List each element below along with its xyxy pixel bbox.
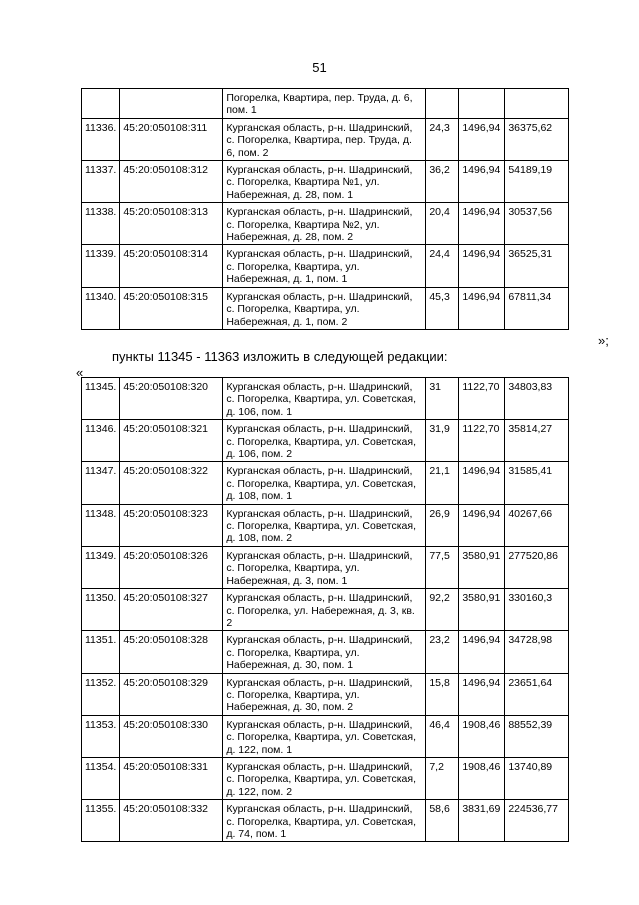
amendment-instruction: пункты 11345 - 11363 изложить в следующей редакции: xyxy=(112,349,448,364)
area-cell: 46,4 xyxy=(426,715,459,757)
address-cell: Курганская область, р-н. Шадринский, с. Погорелка, Квартира, ул. Набережная, д. 1, пом. 1 xyxy=(223,245,426,287)
row-number-cell: 11338. xyxy=(82,203,120,245)
address-cell: Курганская область, р-н. Шадринский, с. Погорелка, Квартира №2, ул. Набережная, д. 28, пом. 2 xyxy=(223,203,426,245)
area-cell: 92,2 xyxy=(426,589,459,631)
address-cell: Курганская область, р-н. Шадринский, с. Погорелка, Квартира №1, ул. Набережная, д. 28, пом. 1 xyxy=(223,161,426,203)
address-cell: Курганская область, р-н. Шадринский, с. Погорелка, Квартира, пер. Труда, д. 6, пом. 2 xyxy=(223,118,426,160)
table-row xyxy=(82,161,569,203)
address-cell: Курганская область, р-н. Шадринский, с. Погорелка, Квартира, ул. Советская, д. 74, пом. 1 xyxy=(223,800,426,842)
row-number-cell: 11347. xyxy=(82,462,120,504)
area-cell: 26,9 xyxy=(426,504,459,546)
rate-cell: 1496,94 xyxy=(459,161,505,203)
rate-cell: 1496,94 xyxy=(459,203,505,245)
table-row xyxy=(82,462,569,504)
area-cell: 24,3 xyxy=(426,118,459,160)
registry-table-continued xyxy=(81,88,569,330)
area-cell: 31 xyxy=(426,378,459,420)
area-cell xyxy=(426,89,459,119)
cadastral-number-cell: 45:20:050108:330 xyxy=(120,715,223,757)
table-row xyxy=(82,203,569,245)
address-cell: Курганская область, р-н. Шадринский, с. Погорелка, Квартира, ул. Советская, д. 122, пом. 2 xyxy=(223,757,426,799)
row-number-cell: 11346. xyxy=(82,420,120,462)
row-number-cell xyxy=(82,89,120,119)
opening-quote: « xyxy=(76,365,84,380)
table-row xyxy=(82,420,569,462)
value-cell: 13740,89 xyxy=(505,757,569,799)
cadastral-number-cell: 45:20:050108:313 xyxy=(120,203,223,245)
address-cell: Курганская область, р-н. Шадринский, с. Погорелка, Квартира, ул. Советская, д. 108, пом. 1 xyxy=(223,462,426,504)
row-number-cell: 11355. xyxy=(82,800,120,842)
cadastral-number-cell: 45:20:050108:326 xyxy=(120,546,223,588)
cadastral-number-cell: 45:20:050108:323 xyxy=(120,504,223,546)
value-cell: 330160,3 xyxy=(505,589,569,631)
row-number-cell: 11339. xyxy=(82,245,120,287)
row-number-cell: 11350. xyxy=(82,589,120,631)
rate-cell: 1496,94 xyxy=(459,631,505,673)
rate-cell: 1496,94 xyxy=(459,673,505,715)
address-cell: Курганская область, р-н. Шадринский, с. Погорелка, ул. Набережная, д. 3, кв. 2 xyxy=(223,589,426,631)
rate-cell: 3580,91 xyxy=(459,546,505,588)
value-cell: 88552,39 xyxy=(505,715,569,757)
value-cell: 30537,56 xyxy=(505,203,569,245)
table-row xyxy=(82,245,569,287)
cadastral-number-cell: 45:20:050108:315 xyxy=(120,287,223,329)
value-cell: 40267,66 xyxy=(505,504,569,546)
rate-cell: 1496,94 xyxy=(459,118,505,160)
cadastral-number-cell xyxy=(120,89,223,119)
cadastral-number-cell: 45:20:050108:314 xyxy=(120,245,223,287)
address-cell: Курганская область, р-н. Шадринский, с. Погорелка, Квартира, ул. Советская, д. 122, пом. 1 xyxy=(223,715,426,757)
area-cell: 45,3 xyxy=(426,287,459,329)
cadastral-number-cell: 45:20:050108:312 xyxy=(120,161,223,203)
value-cell xyxy=(505,89,569,119)
page-number: 51 xyxy=(312,60,327,75)
table-row xyxy=(82,800,569,842)
value-cell: 23651,64 xyxy=(505,673,569,715)
value-cell: 224536,77 xyxy=(505,800,569,842)
rate-cell: 1908,46 xyxy=(459,715,505,757)
cadastral-number-cell: 45:20:050108:331 xyxy=(120,757,223,799)
row-number-cell: 11345. xyxy=(82,378,120,420)
row-number-cell: 11351. xyxy=(82,631,120,673)
row-number-cell: 11348. xyxy=(82,504,120,546)
area-cell: 36,2 xyxy=(426,161,459,203)
value-cell: 34803,83 xyxy=(505,378,569,420)
area-cell: 77,5 xyxy=(426,546,459,588)
value-cell: 36525,31 xyxy=(505,245,569,287)
area-cell: 23,2 xyxy=(426,631,459,673)
address-cell: Курганская область, р-н. Шадринский, с. Погорелка, Квартира, ул. Набережная, д. 30, пом. 2 xyxy=(223,673,426,715)
table-row xyxy=(82,757,569,799)
area-cell: 7,2 xyxy=(426,757,459,799)
rate-cell: 1496,94 xyxy=(459,245,505,287)
row-number-cell: 11336. xyxy=(82,118,120,160)
table-row xyxy=(82,715,569,757)
table-row xyxy=(82,504,569,546)
row-number-cell: 11349. xyxy=(82,546,120,588)
address-cell: Погорелка, Квартира, пер. Труда, д. 6, пом. 1 xyxy=(223,89,426,119)
cadastral-number-cell: 45:20:050108:328 xyxy=(120,631,223,673)
cadastral-number-cell: 45:20:050108:332 xyxy=(120,800,223,842)
rate-cell: 1122,70 xyxy=(459,378,505,420)
area-cell: 15,8 xyxy=(426,673,459,715)
closing-quote: »; xyxy=(598,333,609,348)
area-cell: 20,4 xyxy=(426,203,459,245)
value-cell: 277520,86 xyxy=(505,546,569,588)
address-cell: Курганская область, р-н. Шадринский, с. Погорелка, Квартира, ул. Набережная, д. 30, пом. 1 xyxy=(223,631,426,673)
rate-cell: 1496,94 xyxy=(459,287,505,329)
value-cell: 34728,98 xyxy=(505,631,569,673)
cadastral-number-cell: 45:20:050108:311 xyxy=(120,118,223,160)
rate-cell: 3580,91 xyxy=(459,589,505,631)
rate-cell: 1908,46 xyxy=(459,757,505,799)
table-row xyxy=(82,287,569,329)
area-cell: 31,9 xyxy=(426,420,459,462)
cadastral-number-cell: 45:20:050108:327 xyxy=(120,589,223,631)
rate-cell: 1122,70 xyxy=(459,420,505,462)
value-cell: 36375,62 xyxy=(505,118,569,160)
rate-cell: 3831,69 xyxy=(459,800,505,842)
area-cell: 58,6 xyxy=(426,800,459,842)
area-cell: 24,4 xyxy=(426,245,459,287)
cadastral-number-cell: 45:20:050108:320 xyxy=(120,378,223,420)
table-row xyxy=(82,89,569,119)
row-number-cell: 11353. xyxy=(82,715,120,757)
table-row xyxy=(82,589,569,631)
cadastral-number-cell: 45:20:050108:321 xyxy=(120,420,223,462)
row-number-cell: 11352. xyxy=(82,673,120,715)
row-number-cell: 11340. xyxy=(82,287,120,329)
value-cell: 31585,41 xyxy=(505,462,569,504)
rate-cell xyxy=(459,89,505,119)
table-row xyxy=(82,546,569,588)
cadastral-number-cell: 45:20:050108:329 xyxy=(120,673,223,715)
value-cell: 35814,27 xyxy=(505,420,569,462)
address-cell: Курганская область, р-н. Шадринский, с. Погорелка, Квартира, ул. Советская, д. 106, пом. 1 xyxy=(223,378,426,420)
address-cell: Курганская область, р-н. Шадринский, с. Погорелка, Квартира, ул. Набережная, д. 1, пом. 2 xyxy=(223,287,426,329)
row-number-cell: 11337. xyxy=(82,161,120,203)
address-cell: Курганская область, р-н. Шадринский, с. Погорелка, Квартира, ул. Советская, д. 108, пом. 2 xyxy=(223,504,426,546)
cadastral-number-cell: 45:20:050108:322 xyxy=(120,462,223,504)
value-cell: 67811,34 xyxy=(505,287,569,329)
table-row xyxy=(82,378,569,420)
table-row xyxy=(82,118,569,160)
registry-table-amended xyxy=(81,377,569,842)
table-row xyxy=(82,673,569,715)
address-cell: Курганская область, р-н. Шадринский, с. Погорелка, Квартира, ул. Набережная, д. 3, пом. 1 xyxy=(223,546,426,588)
address-cell: Курганская область, р-н. Шадринский, с. Погорелка, Квартира, ул. Советская, д. 106, пом. 2 xyxy=(223,420,426,462)
row-number-cell: 11354. xyxy=(82,757,120,799)
rate-cell: 1496,94 xyxy=(459,462,505,504)
rate-cell: 1496,94 xyxy=(459,504,505,546)
area-cell: 21,1 xyxy=(426,462,459,504)
value-cell: 54189,19 xyxy=(505,161,569,203)
table-row xyxy=(82,631,569,673)
